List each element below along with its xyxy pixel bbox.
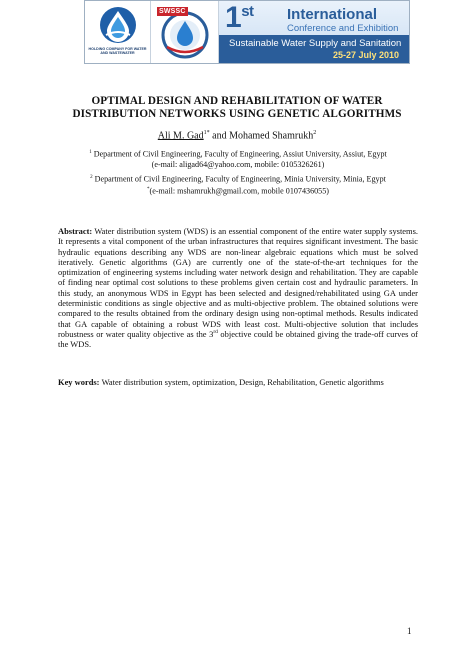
affiliation-1 bbox=[60, 148, 416, 170]
author-2-marker: 2 bbox=[313, 130, 317, 136]
author-1-name: Ali M. Gad bbox=[157, 130, 204, 142]
affiliation-1-contact: (e-mail: aligad64@yahoo.com, mobile: 0105326261) bbox=[151, 159, 325, 169]
keywords-label: Key words: bbox=[58, 377, 100, 387]
affiliation-2-contact: (e-mail: mshamrukh@gmail.com, mobile 0107436055) bbox=[149, 186, 329, 196]
title-line-2: DISTRIBUTION NETWORKS USING GENETIC ALGORITHMS bbox=[72, 108, 402, 120]
conference-topic: Sustainable Water Supply and Sanitation bbox=[229, 38, 402, 49]
keywords bbox=[58, 377, 418, 388]
title-line-1: OPTIMAL DESIGN AND REHABILITATION OF WATER bbox=[91, 95, 383, 107]
abstract-text-end: objective could be obtained giving the trade-off curves of the WDS. bbox=[58, 328, 418, 350]
author-line bbox=[56, 127, 418, 142]
company-caption: HOLDING COMPANY FOR WATER AND WASTEWATER bbox=[88, 47, 147, 56]
affiliation-2-institution: Department of Civil Engineering, Faculty of Engineering, Minia University, Minia, Egypt bbox=[92, 174, 386, 184]
affiliation-2 bbox=[60, 173, 416, 196]
holding-company-logo bbox=[85, 1, 151, 63]
abstract-text: Water distribution system (WDS) is an essential component of the entire water supply systems. It represents a vital component of the urban infrastructures that requires significant investment. The basic hydraulic equations describing any WDS are non-linear algebraic equations which must be solved iteratively. Genetic algorithms (GA) are currently one of the state-of-the-art techniques for the optimization of engineering systems including water network design and rehabilitation. They are capable of finding near optimal cost solutions to these problems given certain cost and hydraulic parameters. In this study, an anonymous WDS in Egypt has been selected and designed/rehabilitated using GA under deterministic conditions as single objective and as multi-objective problem. The obtained solutions were compared to the results obtained from the ordinary design using non-optimal methods. Results indicated that GA capable of obtaining a robust WDS with least cost. Multi-objective solution that includes robustness or water quality objective as the 3 bbox=[58, 226, 418, 339]
swssc-logo bbox=[151, 1, 219, 63]
affiliation-1-marker: 1 bbox=[89, 150, 92, 155]
affiliation-2-marker: 2 bbox=[90, 175, 93, 180]
conference-title-block bbox=[219, 1, 409, 63]
page-number: 1 bbox=[407, 626, 412, 636]
conference-international: International bbox=[287, 6, 378, 23]
abstract bbox=[58, 226, 418, 350]
conference-number: 1 bbox=[225, 1, 242, 34]
conference-banner bbox=[84, 0, 410, 64]
affiliation-1-institution: Department of Civil Engineering, Faculty of Engineering, Assiut University, Assiut, Egypt bbox=[91, 149, 387, 159]
author-1-marker: 1* bbox=[203, 130, 210, 136]
abstract-label: Abstract: bbox=[58, 226, 93, 236]
keywords-text: Water distribution system, optimization, Design, Rehabilitation, Genetic algorithms bbox=[101, 377, 384, 387]
conference-ordinal-suffix: st bbox=[241, 3, 254, 20]
swssc-logo-text: SWSSC bbox=[159, 8, 186, 15]
conference-dates: 25-27 July 2010 bbox=[332, 50, 399, 60]
conference-ordinal bbox=[225, 3, 254, 38]
conference-subtitle: Conference and Exhibition bbox=[287, 23, 399, 34]
paper-title bbox=[56, 95, 418, 121]
author-2-name: and Mohamed Shamrukh bbox=[209, 130, 314, 142]
corresponding-marker: * bbox=[147, 186, 150, 192]
abstract-ordinal-sup: rd bbox=[213, 329, 218, 336]
water-drop-logo-icon bbox=[98, 5, 138, 45]
